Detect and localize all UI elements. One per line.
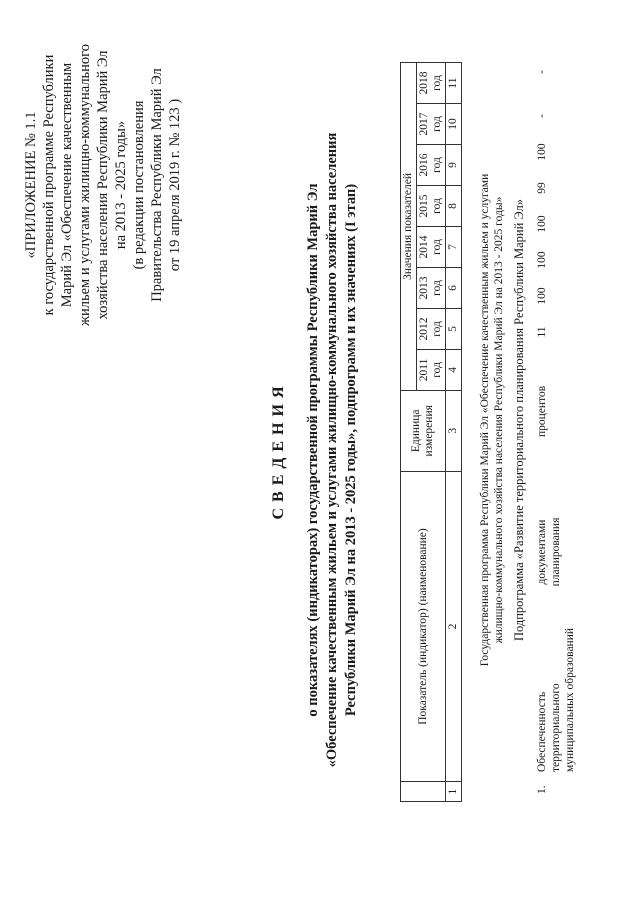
year-header: 2014 год: [417, 226, 446, 267]
column-number: 4: [446, 349, 462, 390]
appendix-line: от 19 апреля 2019 г. № 123 ): [167, 98, 183, 272]
value-2014: 100: [536, 215, 548, 233]
program-line: Государственная программа Республики Марий Эл «Обеспечение качественным жильем и услугами: [479, 173, 491, 667]
title-subtitle-line: «Обеспечение качественным жильем и услугами жилищно-коммунального хозяйства населения: [324, 132, 340, 768]
year-header: 2013 год: [417, 267, 446, 308]
column-number: 10: [446, 104, 462, 145]
indicator-name-line: Обеспеченность: [536, 691, 548, 772]
year-header: 2016 год: [417, 145, 446, 186]
program-heading: [478, 70, 506, 770]
unit-value: процентов: [536, 385, 548, 437]
appendix-line: к государственной программе Республики: [41, 54, 57, 316]
appendix-line: на 2013 - 2025 годы»: [113, 120, 129, 250]
year-header: 2018 год: [417, 63, 446, 104]
column-number: 11: [446, 63, 462, 104]
indicator-name-line: территориального: [550, 683, 562, 772]
appendix-line: Марий Эл «Обеспечение качественным: [59, 62, 75, 308]
value-2013: 100: [536, 251, 548, 269]
appendix-line: (в редакции постановления: [131, 100, 147, 270]
value-2011: 11: [536, 326, 548, 338]
appendix-line: «ПРИЛОЖЕНИЕ № 1.1: [23, 111, 39, 259]
indicators-table-header: [400, 62, 462, 802]
indicator-name-line: планирования: [550, 517, 562, 587]
column-number: 8: [446, 186, 462, 227]
values-header: Значения показателей: [401, 63, 417, 391]
value-2018: -: [536, 70, 548, 74]
title-subtitle-line: Республики Марий Эл на 2013 - 2025 годы», подпрограмм и их значениях (I этап): [343, 183, 359, 717]
value-2016: 100: [536, 143, 548, 161]
value-2015: 99: [536, 182, 548, 194]
year-header: 2015 год: [417, 186, 446, 227]
title-block: [268, 0, 361, 900]
row-number-header: [401, 782, 446, 802]
year-header: 2011 год: [417, 349, 446, 390]
appendix-line: хозяйства населения Республики Марий Эл: [95, 50, 111, 320]
indicator-name-line: документами: [536, 519, 548, 585]
indicator-header: Показатель (индикатор) (наименование): [401, 471, 446, 782]
column-number: 2: [446, 471, 462, 782]
value-2012: 100: [536, 287, 548, 305]
title-subtitle-line: о показателях (индикаторах) государственной программы Республики Марий Эл: [305, 183, 321, 717]
unit-header: Единица измерения: [401, 390, 446, 471]
value-2017: -: [536, 114, 548, 118]
appendix-line: Правительства Республики Марий Эл: [149, 68, 165, 302]
column-number: 9: [446, 145, 462, 186]
indicator-name: [535, 622, 577, 772]
year-header: 2017 год: [417, 104, 446, 145]
document-title: СВЕДЕНИЯ: [270, 380, 287, 520]
column-number: 7: [446, 226, 462, 267]
column-number: 1: [446, 782, 462, 802]
indicator-name-continued: [535, 502, 563, 602]
column-number: 3: [446, 390, 462, 471]
subprogram-heading: Подпрограмма «Развитие территориального планирования Республики Марий Эл»: [512, 198, 526, 642]
appendix-block: [22, 5, 184, 365]
indicator-name-line: муниципальных образований: [564, 627, 576, 772]
column-number: 5: [446, 308, 462, 349]
program-line: жилищно-коммунального хозяйства населения Республики Марий Эл на 2013 - 2025 годы»: [493, 196, 505, 644]
appendix-line: жильем и услугами жилищно-коммунального: [77, 43, 93, 327]
row-number: 1.: [536, 785, 548, 794]
table-row: [535, 42, 595, 802]
column-number: 6: [446, 267, 462, 308]
year-header: 2012 год: [417, 308, 446, 349]
